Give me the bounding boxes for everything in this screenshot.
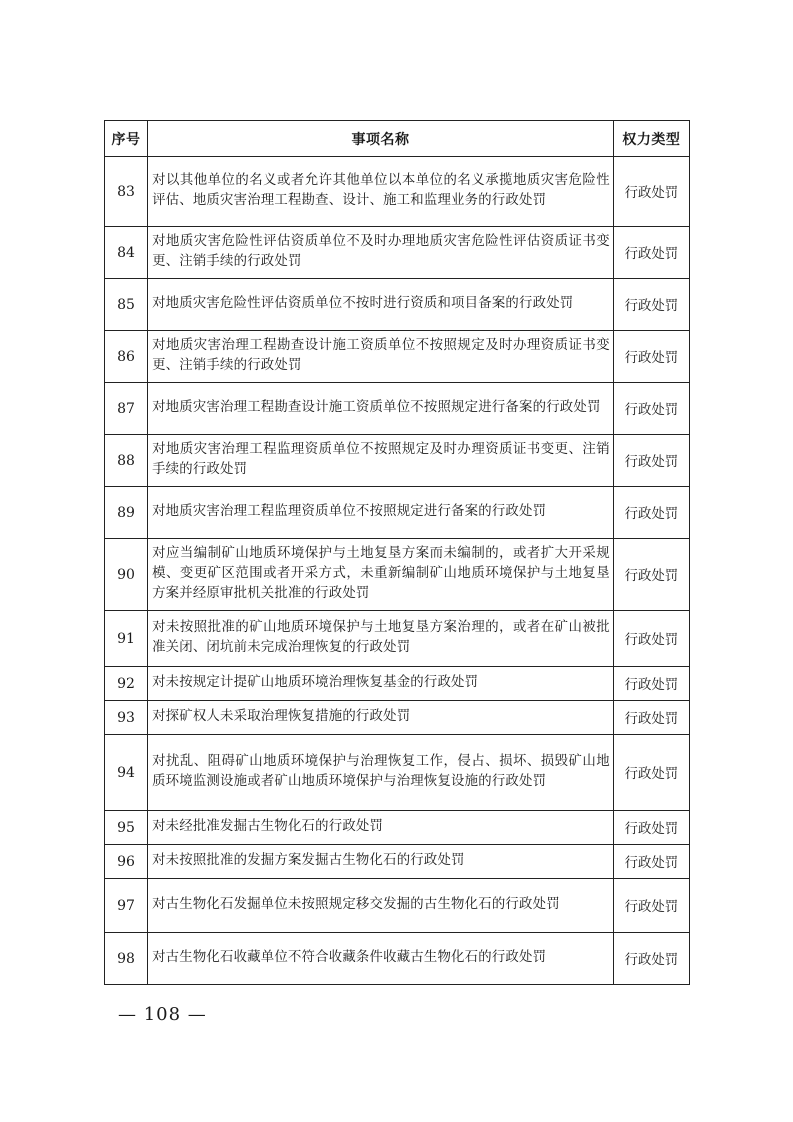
table-row — [105, 331, 690, 383]
row-serial-number: 98 — [105, 933, 148, 985]
header-power-type: 权力类型 — [613, 121, 689, 157]
table-row — [105, 845, 690, 879]
row-item-name: 对古生物化石发掘单位未按照规定移交发掘的古生物化石的行政处罚 — [148, 879, 614, 933]
row-serial-number: 88 — [105, 435, 148, 487]
row-power-type: 行政处罚 — [613, 435, 689, 487]
row-serial-number: 84 — [105, 227, 148, 279]
row-serial-number: 91 — [105, 611, 148, 667]
row-power-type: 行政处罚 — [613, 279, 689, 331]
row-item-name: 对地质灾害危险性评估资质单位不按时进行资质和项目备案的行政处罚 — [148, 279, 614, 331]
row-power-type: 行政处罚 — [613, 611, 689, 667]
row-serial-number: 95 — [105, 811, 148, 845]
row-power-type: 行政处罚 — [613, 845, 689, 879]
table-row — [105, 701, 690, 735]
row-item-name: 对未按照批准的发掘方案发掘古生物化石的行政处罚 — [148, 845, 614, 879]
table-row — [105, 933, 690, 985]
table-row — [105, 735, 690, 811]
table-row — [105, 667, 690, 701]
row-power-type: 行政处罚 — [613, 879, 689, 933]
table-row — [105, 811, 690, 845]
row-item-name: 对探矿权人未采取治理恢复措施的行政处罚 — [148, 701, 614, 735]
table-row — [105, 157, 690, 227]
row-power-type: 行政处罚 — [613, 933, 689, 985]
table-row — [105, 611, 690, 667]
row-power-type: 行政处罚 — [613, 539, 689, 611]
row-serial-number: 89 — [105, 487, 148, 539]
row-serial-number: 90 — [105, 539, 148, 611]
row-item-name: 对地质灾害治理工程勘查设计施工资质单位不按照规定及时办理资质证书变更、注销手续的行政处罚 — [148, 331, 614, 383]
row-item-name: 对古生物化石收藏单位不符合收藏条件收藏古生物化石的行政处罚 — [148, 933, 614, 985]
row-item-name: 对地质灾害治理工程监理资质单位不按照规定进行备案的行政处罚 — [148, 487, 614, 539]
table-row — [105, 383, 690, 435]
power-list-table — [104, 120, 690, 985]
row-serial-number: 86 — [105, 331, 148, 383]
row-serial-number: 96 — [105, 845, 148, 879]
header-item-name: 事项名称 — [148, 121, 614, 157]
header-serial-number: 序号 — [105, 121, 148, 157]
row-power-type: 行政处罚 — [613, 667, 689, 701]
row-power-type: 行政处罚 — [613, 383, 689, 435]
row-item-name: 对应当编制矿山地质环境保护与土地复垦方案而未编制的，或者扩大开采规模、变更矿区范围或者开采方式，未重新编制矿山地质环境保护与土地复垦方案并经原审批机关批准的行政处罚 — [148, 539, 614, 611]
page-number: — 108 — — [118, 1004, 207, 1025]
row-power-type: 行政处罚 — [613, 227, 689, 279]
row-power-type: 行政处罚 — [613, 331, 689, 383]
row-serial-number: 85 — [105, 279, 148, 331]
row-item-name: 对地质灾害危险性评估资质单位不及时办理地质灾害危险性评估资质证书变更、注销手续的行政处罚 — [148, 227, 614, 279]
row-power-type: 行政处罚 — [613, 735, 689, 811]
row-item-name: 对扰乱、阻碍矿山地质环境保护与治理恢复工作，侵占、损坏、损毁矿山地质环境监测设施或者矿山地质环境保护与治理恢复设施的行政处罚 — [148, 735, 614, 811]
row-power-type: 行政处罚 — [613, 487, 689, 539]
row-serial-number: 93 — [105, 701, 148, 735]
table-header-row — [105, 121, 690, 157]
row-power-type: 行政处罚 — [613, 701, 689, 735]
table-row — [105, 879, 690, 933]
row-item-name: 对地质灾害治理工程勘查设计施工资质单位不按照规定进行备案的行政处罚 — [148, 383, 614, 435]
row-item-name: 对未按照批准的矿山地质环境保护与土地复垦方案治理的，或者在矿山被批准关闭、闭坑前未完成治理恢复的行政处罚 — [148, 611, 614, 667]
table-row — [105, 539, 690, 611]
row-power-type: 行政处罚 — [613, 157, 689, 227]
row-serial-number: 92 — [105, 667, 148, 701]
row-serial-number: 83 — [105, 157, 148, 227]
table-row — [105, 435, 690, 487]
table-row — [105, 227, 690, 279]
row-serial-number: 87 — [105, 383, 148, 435]
row-item-name: 对未按规定计提矿山地质环境治理恢复基金的行政处罚 — [148, 667, 614, 701]
row-serial-number: 94 — [105, 735, 148, 811]
table-row — [105, 487, 690, 539]
row-item-name: 对未经批准发掘古生物化石的行政处罚 — [148, 811, 614, 845]
row-item-name: 对以其他单位的名义或者允许其他单位以本单位的名义承揽地质灾害危险性评估、地质灾害治理工程勘查、设计、施工和监理业务的行政处罚 — [148, 157, 614, 227]
row-power-type: 行政处罚 — [613, 811, 689, 845]
row-serial-number: 97 — [105, 879, 148, 933]
row-item-name: 对地质灾害治理工程监理资质单位不按照规定及时办理资质证书变更、注销手续的行政处罚 — [148, 435, 614, 487]
table-row — [105, 279, 690, 331]
